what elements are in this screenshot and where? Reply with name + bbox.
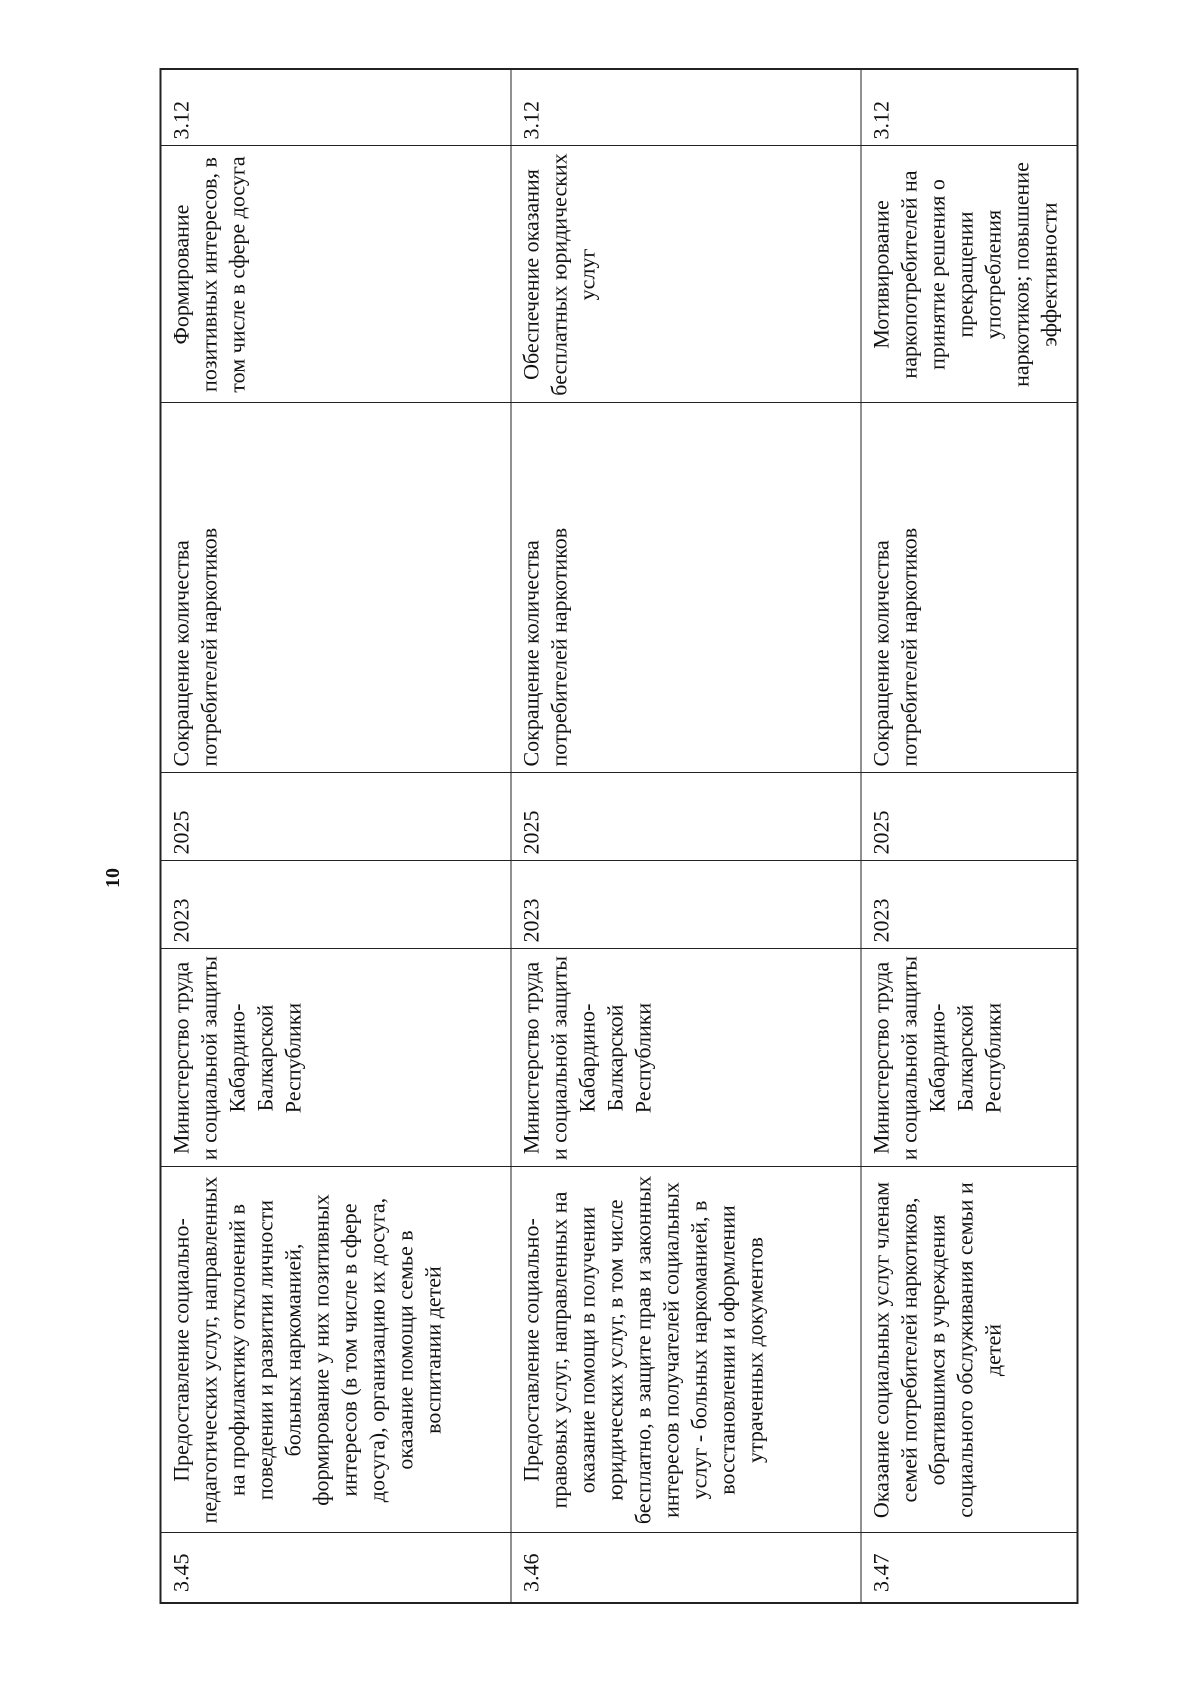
row-number: 3.45 (160, 1533, 510, 1603)
table-frame (160, 69, 1077, 1603)
event-cell: Предоставление социально-правовых услуг, направленных на оказание помощи в получении юридических услуг, в том числе бесплатно, в защите прав и законных интересов получателей социальных услуг - больных наркоманией, в восстановлении и оформлении утраченных документов (510, 1167, 860, 1533)
event-cell: Оказание социальных услуг членам семей потребителей наркотиков, обратившимся в учреждения социального обслуживания семьи и детей (860, 1167, 1077, 1533)
page-number: 10 (102, 868, 124, 888)
executor-cell: Министерство труда и социальной защиты Кабардино-Балкарской Республики (510, 949, 860, 1167)
result-cell: Сокращение количества потребителей наркотиков (860, 403, 1077, 773)
reference-cell: 3.12 (510, 69, 860, 146)
executor-cell: Министерство труда и социальной защиты Кабардино-Балкарской Республики (860, 949, 1077, 1167)
row-number: 3.46 (510, 1533, 860, 1603)
reference-cell: 3.12 (160, 69, 510, 146)
row-number: 3.47 (860, 1533, 1077, 1603)
start-year-cell: 2023 (860, 861, 1077, 949)
end-year-cell: 2025 (510, 773, 860, 861)
reference-cell: 3.12 (860, 69, 1077, 146)
table-row (160, 69, 510, 1603)
end-year-cell: 2025 (160, 773, 510, 861)
purpose-cell: Обеспечение оказания бесплатных юридических услуг (510, 146, 860, 403)
end-year-cell: 2025 (860, 773, 1077, 861)
table-row (860, 69, 1077, 1603)
result-cell: Сокращение количества потребителей наркотиков (510, 403, 860, 773)
executor-cell: Министерство труда и социальной защиты Кабардино-Балкарской Республики (160, 949, 510, 1167)
table-row (510, 69, 860, 1603)
purpose-cell: Формирование позитивных интересов, в том числе в сфере досуга (160, 146, 510, 403)
purpose-cell: Мотивирование наркопотребителей на принятие решения о прекращении употребления наркотиков; повышение эффективности (860, 146, 1077, 403)
result-cell: Сокращение количества потребителей наркотиков (160, 403, 510, 773)
measures-table (159, 68, 1078, 1604)
start-year-cell: 2023 (510, 861, 860, 949)
start-year-cell: 2023 (160, 861, 510, 949)
event-cell: Предоставление социально-педагогических услуг, направленных на профилактику отклонений в поведении и развитии личности больных наркоманией, формирование у них позитивных интересов (в том числе в сфере досуга), организацию их досуга, оказание помощи семье в воспитании детей (160, 1167, 510, 1533)
